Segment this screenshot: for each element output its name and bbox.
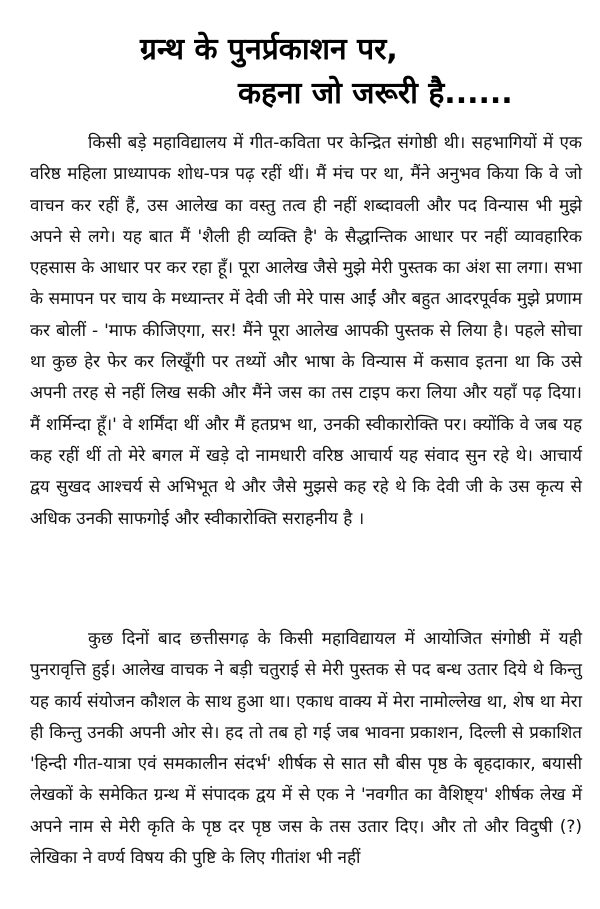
paragraph-2: कुछ दिनों बाद छत्तीसगढ़ के किसी महाविद्यायल में आयोजित संगोष्ठी में यही पुनरावृत्ति हुई। आलेख वाचक ने बड़ी चतुराई से मेरी पुस्तक से पद बन्ध उतार दिये थे किन्तु यह कार्य संयोजन कौशल के साथ हुआ था। एकाध वाक्य में मेरा नामोल्लेख था, शेष था मेरा ही किन्तु उनकी अपनी ओर से। हद तो तब हो गई जब भावना प्रकाशन, दिल्ली से प्रकाशित 'हिन्दी गीत-यात्रा एवं समकालीन संदर्भ' शीर्षक से सात सौ बीस पृष्ठ के बृहदाकार, बयासी लेखकों के समेकित ग्रन्थ में संपादक द्वय में से एक ने 'नवगीत का वैशिष्ट्य' शीर्षक लेख में अपने नाम से मेरी कृति के पृष्ठ दर पृष्ठ जस के तस उतार दिए। और तो और विदुषी (?) लेखिका ने वर्ण्य विषय की पुष्टि के लिए गीतांश भी नहीं <box>30 629 582 869</box>
paragraph-1: किसी बड़े महाविद्यालय में गीत-कविता पर केन्द्रित संगोष्ठी थी। सहभागियों में एक वरिष्ठ महिला प्राध्यापक शोध-पत्र पढ़ रहीं थीं। मैं मंच पर था, मैंने अनुभव किया कि वे जो वाचन कर रहीं हैं, उस आलेख का वस्तु तत्व ही नहीं शब्दावली और पद विन्यास भी मुझे अपने से लगे। यह बात मैं 'शैली ही व्यक्ति है' के सैद्धान्तिक आधार पर नहीं व्यावहारिक एहसास के आधार पर कर रहा हूँ। पूरा आलेख जैसे मुझे मेरी पुस्तक का अंश सा लगा। सभा के समापन पर चाय के मध्यान्तर में देवी जी मेरे पास आईं और बहुत आदरपूर्वक मुझे प्रणाम कर बोलीं - 'माफ कीजिएगा, सर! मैंने पूरा आलेख आपकी पुस्तक से लिया है। पहले सोचा था कुछ हेर फेर कर लिखूँगी पर तथ्यों और भाषा के विन्यास में कसाव इतना था कि उसे अपनी तरह से नहीं लिख सकी और मैंने जस का तस टाइप करा लिया और यहाँ पढ़ दिया। मैं शर्मिन्दा हूँ।' वे शर्मिंदा थीं और मैं हतप्रभ था, उनकी स्वीकारोक्ति पर। क्योंकि वे जब यह कह रहीं थीं तो मेरे बगल में खड़े दो नामधारी वरिष्ठ आचार्य यह संवाद सुन रहे थे। आचार्य द्वय सुखद आश्चर्य से अभिभूत थे और जैसे मुझसे कह रहे थे कि देवी जी के उस कृत्य से अधिक उनकी साफगोई और स्वीकारोक्ति सराहनीय है । <box>30 133 582 529</box>
heading-line-1: ग्रन्थ के पुनर्प्रकाशन पर, <box>140 32 398 67</box>
heading-line-2: कहना जो जरूरी है...... <box>238 76 513 111</box>
